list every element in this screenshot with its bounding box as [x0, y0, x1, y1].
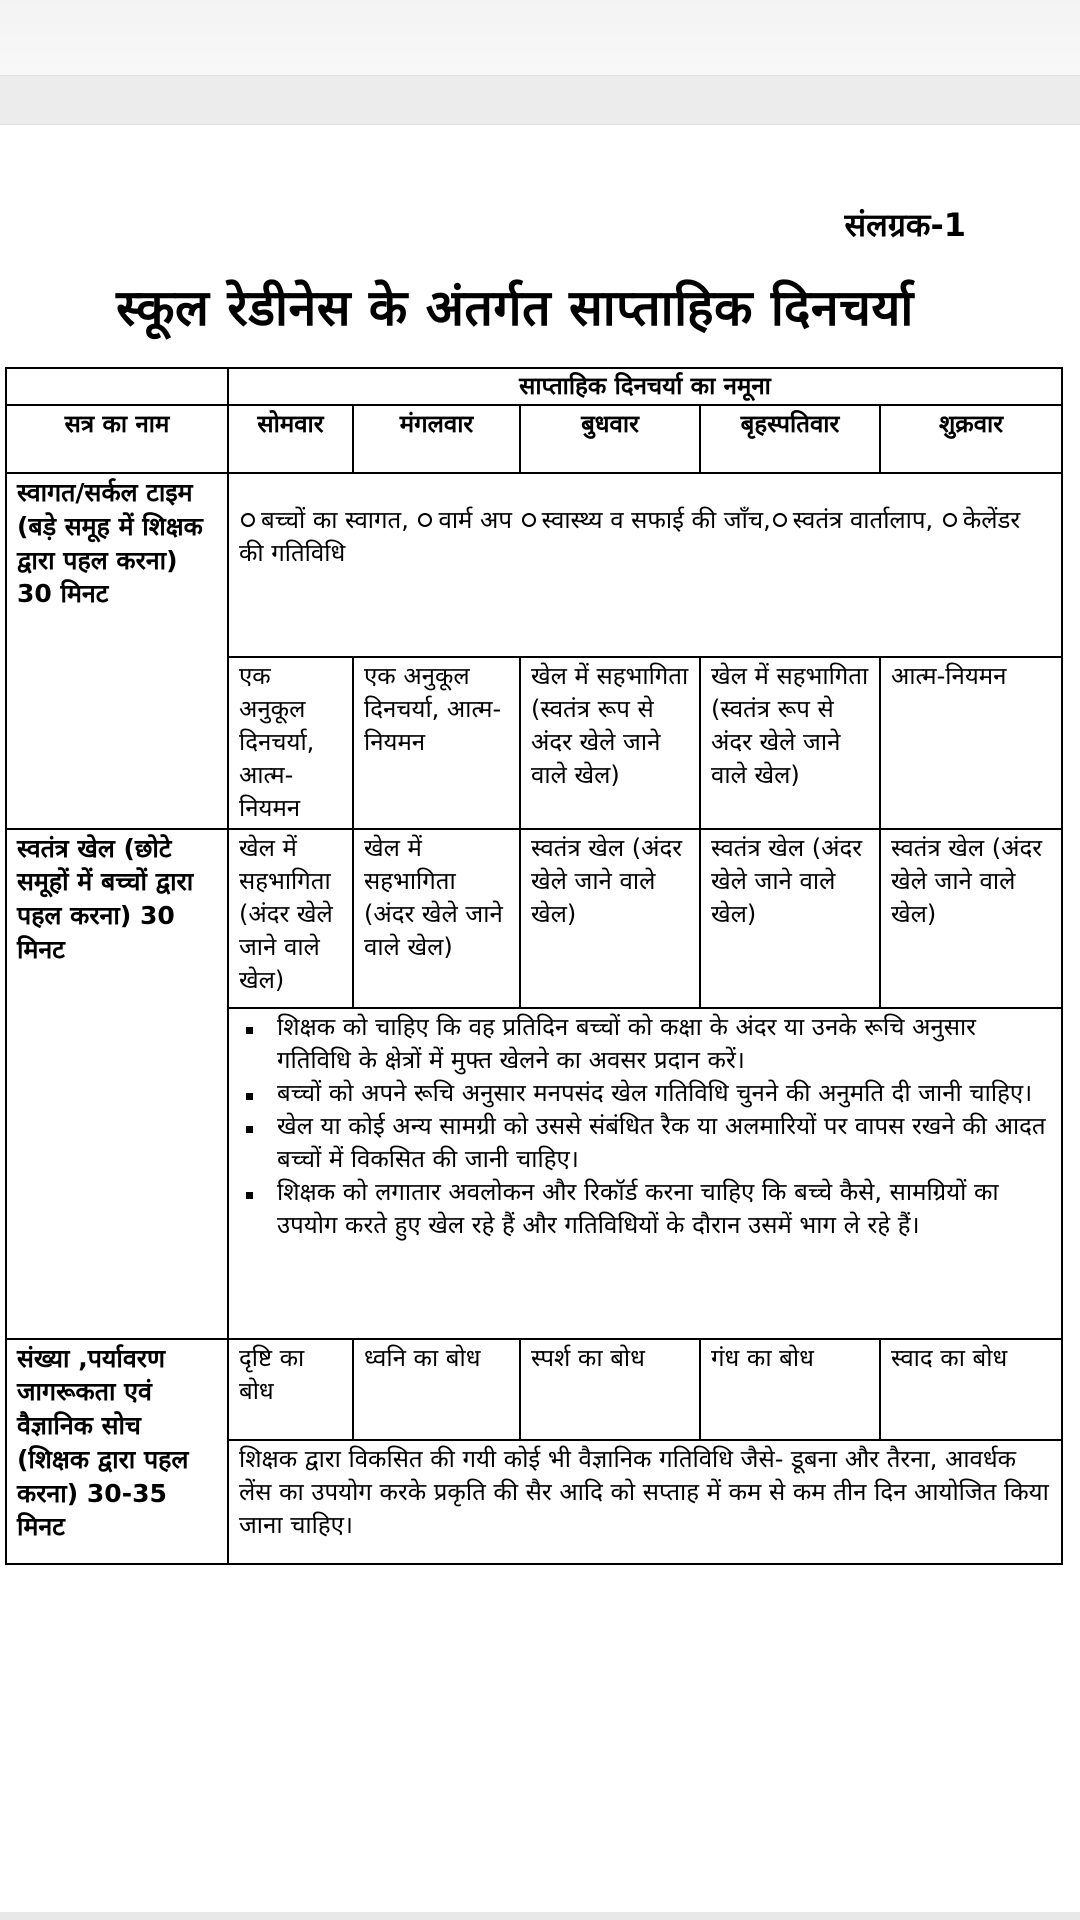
table-header-row-2	[6, 405, 1062, 473]
table-cell: गंध का बोध	[700, 1339, 880, 1440]
viewer-bottom-edge	[0, 1912, 1080, 1920]
circle-bullet-icon	[522, 513, 536, 527]
welcome-item: स्वतंत्र वार्तालाप,	[792, 506, 934, 534]
day-friday: शुक्रवार	[880, 405, 1062, 473]
table-cell: स्वतंत्र खेल (अंदर खेले जाने वाले खेल)	[880, 829, 1062, 1008]
session-name-heading: सत्र का नाम	[6, 405, 228, 473]
circle-bullet-icon	[773, 513, 787, 527]
table-cell: खेल में सहभागिता (स्वतंत्र रूप से अंदर खेले जाने वाले खेल)	[520, 657, 700, 829]
weekly-routine-table	[5, 367, 1063, 1565]
notes-list	[237, 1011, 1051, 1243]
day-monday: सोमवार	[228, 405, 353, 473]
sample-routine-heading: साप्ताहिक दिनचर्या का नमूना	[228, 368, 1062, 405]
page-title: स्कूल रेडीनेस के अंतर्गत साप्ताहिक दिनचर्या	[116, 279, 914, 337]
table-cell: दृष्टि का बोध	[228, 1339, 353, 1440]
list-item: शिक्षक को चाहिए कि वह प्रतिदिन बच्चों को कक्षा के अंदर या उनके रूचि अनुसार गतिविधि के क्षेत्रों में मुफ्त खेलने का अवसर प्रदान करें।	[277, 1011, 1051, 1077]
viewer-top-bar	[0, 0, 1080, 75]
table-cell: आत्म-नियमन	[880, 657, 1062, 829]
circle-time-row	[6, 473, 1062, 657]
numeracy-row	[6, 1339, 1062, 1440]
table-cell: एक अनुकूल दिनचर्या, आत्म-नियमन	[353, 657, 520, 829]
welcome-item: वार्म अप	[438, 506, 512, 534]
free-play-label: स्वतंत्र खेल (छोटे समूहों में बच्चों द्वारा पहल करना) 30 मिनट	[6, 829, 228, 1339]
table-cell: स्पर्श का बोध	[520, 1339, 700, 1440]
welcome-item: केलेंडर की गतिविधि	[239, 506, 1021, 568]
list-item: खेल या कोई अन्य सामग्री को उससे संबंधित रैक या अलमारियों पर वापस रखने की आदत बच्चों में विकसित की जानी चाहिए।	[277, 1110, 1051, 1176]
table-cell: ध्वनि का बोध	[353, 1339, 520, 1440]
annex-label: संलग्रक-1	[844, 206, 966, 244]
table-cell: खेल में सहभागिता (अंदर खेले जाने वाले खेल)	[228, 829, 353, 1008]
table-cell: खेल में सहभागिता (स्वतंत्र रूप से अंदर खेले जाने वाले खेल)	[700, 657, 880, 829]
numeracy-label: संख्या ,पर्यावरण जागरूकता एवं वैज्ञानिक सोच (शिक्षक द्वारा पहल करना) 30-35 मिनट	[6, 1339, 228, 1564]
list-item: शिक्षक को लगातार अवलोकन और रिकॉर्ड करना चाहिए कि बच्चे कैसे, सामग्रियों का उपयोग करते हुए खेल रहे हैं और गतिविधियों के दौरान उसमें भाग ले रहे हैं।	[277, 1176, 1051, 1242]
welcome-item: स्वास्थ्य व सफाई की जाँच,	[541, 506, 771, 534]
science-activity-note: शिक्षक द्वारा विकसित की गयी कोई भी वैज्ञानिक गतिविधि जैसे- डूबना और तैरना, आवर्धक लेंस का उपयोग करके प्रकृति की सैर आदि को सप्ताह में कम से कम तीन दिन आयोजित किया जाना चाहिए।	[228, 1440, 1062, 1564]
day-tuesday: मंगलवार	[353, 405, 520, 473]
table-cell: खेल में सहभागिता (अंदर खेले जाने वाले खेल)	[353, 829, 520, 1008]
circle-time-label: स्वागत/सर्कल टाइम (बड़े समूह में शिक्षक द्वारा पहल करना) 30 मिनट	[6, 473, 228, 829]
circle-time-activities	[228, 473, 1062, 657]
day-wednesday: बुधवार	[520, 405, 700, 473]
circle-bullet-icon	[418, 513, 432, 527]
circle-bullet-icon	[943, 513, 957, 527]
viewer-toolbar-strip	[0, 75, 1080, 125]
circle-bullet-icon	[241, 513, 255, 527]
free-play-notes	[228, 1008, 1062, 1339]
free-play-row	[6, 829, 1062, 1008]
table-cell: एक अनुकूल दिनचर्या, आत्म-नियमन	[228, 657, 353, 829]
table-cell: स्वतंत्र खेल (अंदर खेले जाने वाले खेल)	[520, 829, 700, 1008]
list-item: बच्चों को अपने रूचि अनुसार मनपसंद खेल गतिविधि चुनने की अनुमति दी जानी चाहिए।	[277, 1077, 1051, 1110]
table-cell: स्वतंत्र खेल (अंदर खेले जाने वाले खेल)	[700, 829, 880, 1008]
table-cell: स्वाद का बोध	[880, 1339, 1062, 1440]
header-blank-cell	[6, 368, 228, 405]
table-header-row-1	[6, 368, 1062, 405]
day-thursday: बृहस्पतिवार	[700, 405, 880, 473]
welcome-item: बच्चों का स्वागत,	[261, 506, 409, 534]
